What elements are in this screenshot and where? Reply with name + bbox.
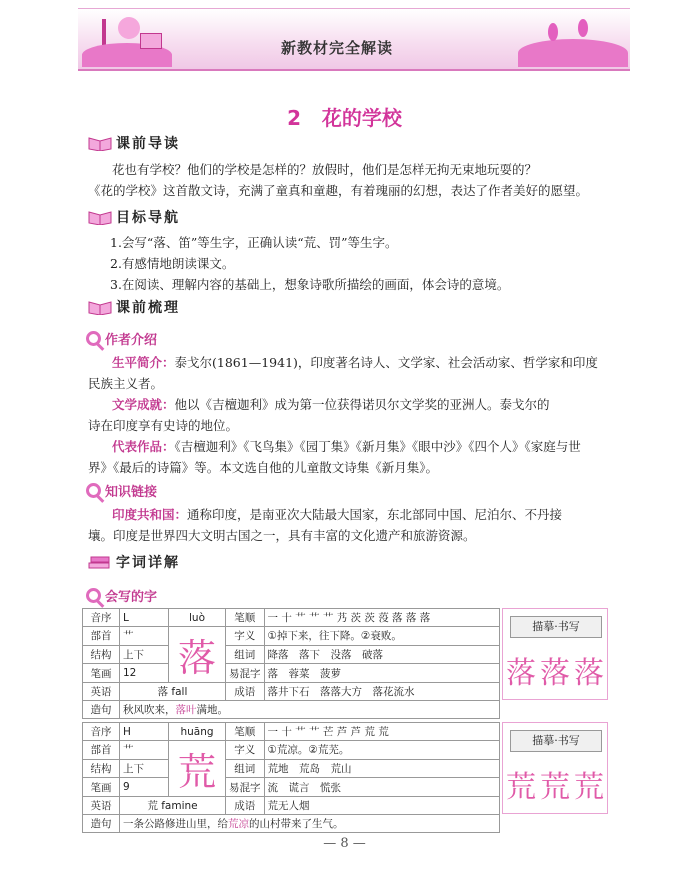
english-cell: 荒 famine: [120, 797, 226, 815]
works-text: 《吉檀迦利》《飞鸟集》《园丁集》《新月集》《眼中沙》《四个人》《家庭与世: [174, 439, 581, 454]
table-row: [83, 815, 500, 833]
intro-paragraph: [88, 159, 648, 201]
meaning-cell: ①掉下来，往下降。②衰败。: [264, 627, 500, 646]
book-icon: [88, 299, 112, 315]
section-goals: [88, 207, 180, 227]
pinyin-cell: luò: [169, 609, 226, 627]
bio-text: 泰戈尔(1861—1941)，印度著名诗人、文学家、社会活动家、哲学家和印度: [174, 355, 598, 370]
idiom-cell: 荒无人烟: [264, 797, 500, 815]
trace-characters: 落落落: [506, 656, 608, 691]
char-card: [82, 608, 608, 718]
section-label: 目标导航: [116, 210, 180, 226]
works-text: 界》《最后的诗篇》等。本文选自他的儿童散文诗集《新月集》。: [88, 460, 439, 475]
subheading-label: 知识链接: [105, 485, 158, 500]
intro-line: 《花的学校》这首散文诗，充满了童真和童趣，有着瑰丽的幻想，表达了作者美好的愿望。: [88, 183, 589, 198]
label-cell: 字义: [226, 627, 265, 646]
char-card: [82, 722, 608, 832]
sentence-cell: 一条公路修进山里，给荒凉的山村带来了生气。: [120, 815, 500, 833]
label-cell: 易混字: [226, 778, 265, 797]
label-cell: 笔画: [83, 778, 120, 797]
label-cell: 造句: [83, 701, 120, 719]
table-row: [83, 797, 500, 815]
trace-characters: 荒荒荒: [506, 770, 608, 805]
trace-header: 描摹·书写: [510, 616, 602, 638]
label-cell: 结构: [83, 759, 120, 778]
author-heading: [86, 329, 157, 348]
section-label: 课前梳理: [116, 300, 180, 316]
label-cell: 英语: [83, 683, 120, 701]
bunny-decoration: [548, 23, 558, 41]
subheading-label: 作者介绍: [105, 333, 158, 348]
words-cell: 降落 落下 没落 破落: [264, 645, 500, 664]
books-icon: [88, 554, 112, 570]
stroke-order-cell: 一 十 艹 艹 芒 芦 芦 荒 荒: [264, 723, 500, 741]
page-number: — 8 —: [323, 836, 366, 851]
goals-list: [110, 232, 650, 295]
table-row: [83, 723, 500, 741]
radical-cell: 艹: [120, 627, 169, 646]
magnifier-icon: [86, 588, 101, 603]
book-icon: [88, 135, 112, 151]
sun-decoration: [118, 17, 140, 39]
magnifier-icon: [86, 331, 101, 346]
intro-line: 花也有学校？他们的学校是怎样的？放假时，他们是怎样无拘无束地玩耍的？: [112, 162, 538, 177]
initial-cell: L: [120, 609, 169, 627]
header-title: 新教材完全解读: [280, 39, 393, 57]
sentence-cell: 秋风吹来，落叶满地。: [120, 701, 500, 719]
table-row: [83, 683, 500, 701]
table-row: [83, 741, 500, 760]
radical-cell: 艹: [120, 741, 169, 760]
label-cell: 英语: [83, 797, 120, 815]
structure-cell: 上下: [120, 645, 169, 664]
label-cell: 造句: [83, 815, 120, 833]
write-heading: [86, 586, 157, 605]
sentence-highlight: 荒凉: [228, 818, 249, 830]
stroke-order-cell: 一 十 艹 艹 艹 艿 茨 茨 莈 落 落 落: [264, 609, 500, 627]
label-cell: 笔顺: [226, 723, 265, 741]
label-cell: 结构: [83, 645, 120, 664]
label-cell: 部首: [83, 741, 120, 760]
confuse-cell: 流 谎言 慌张: [264, 778, 500, 797]
strokes-cell: 9: [120, 778, 169, 797]
section-label: 字词详解: [116, 555, 180, 571]
knowledge-key: 印度共和国：: [112, 507, 188, 522]
english-cell: 落 fall: [120, 683, 226, 701]
label-cell: 组词: [226, 759, 265, 778]
bio-key: 生平简介：: [112, 355, 175, 370]
section-review: [88, 297, 180, 317]
sentence-highlight: 落叶: [175, 704, 197, 716]
achievement-text: 他以《吉檀迦利》成为第一位获得诺贝尔文学奖的亚洲人。泰戈尔的: [174, 397, 550, 412]
structure-cell: 上下: [120, 759, 169, 778]
lesson-name: 花的学校: [321, 106, 402, 130]
hill-right-decoration: [518, 39, 628, 67]
label-cell: 成语: [226, 683, 265, 701]
bio-text: 民族主义者。: [88, 376, 164, 391]
achievement-key: 文学成就：: [112, 397, 175, 412]
goal-item: 2.有感情地朗读课文。: [110, 256, 235, 271]
knowledge-heading: [86, 481, 157, 500]
pinyin-cell: huāng: [169, 723, 226, 741]
book-icon: [88, 209, 112, 225]
section-label: 课前导读: [116, 136, 180, 152]
house-decoration: [140, 33, 162, 49]
label-cell: 字义: [226, 741, 265, 760]
label-cell: 成语: [226, 797, 265, 815]
knowledge-text: 壤。印度是世界四大文明古国之一，具有丰富的文化遗产和旅游资源。: [88, 528, 476, 543]
initial-cell: H: [120, 723, 169, 741]
label-cell: 音序: [83, 609, 120, 627]
subheading-label: 会写的字: [105, 590, 158, 605]
table-row: [83, 627, 500, 646]
knowledge-block: [88, 504, 648, 546]
label-cell: 音序: [83, 723, 120, 741]
bunny2-decoration: [578, 19, 588, 37]
meaning-cell: ①荒凉。②荒芜。: [264, 741, 500, 760]
words-cell: 荒地 荒岛 荒山: [264, 759, 500, 778]
author-block: [88, 352, 648, 478]
label-cell: 部首: [83, 627, 120, 646]
table-row: [83, 645, 500, 664]
table-row: [83, 664, 500, 683]
trace-header: 描摹·书写: [510, 730, 602, 752]
goal-item: 3.在阅读、理解内容的基础上，想象诗歌所描绘的画面，体会诗的意境。: [110, 277, 510, 292]
table-row: [83, 759, 500, 778]
achievement-text: 诗在印度享有史诗的地位。: [88, 418, 239, 433]
strokes-cell: 12: [120, 664, 169, 683]
label-cell: 笔顺: [226, 609, 265, 627]
section-words: [88, 552, 180, 572]
lesson-number: 2: [287, 106, 302, 130]
label-cell: 易混字: [226, 664, 265, 683]
table-row: [83, 778, 500, 797]
label-cell: 组词: [226, 645, 265, 664]
works-key: 代表作品：: [112, 439, 175, 454]
lesson-title: [0, 102, 689, 131]
big-character: 荒: [169, 741, 226, 797]
knowledge-text: 通称印度，是南亚次大陆最大国家，东北部同中国、尼泊尔、不丹接: [187, 507, 563, 522]
section-pre-reading: [88, 133, 180, 153]
magnifier-icon: [86, 483, 101, 498]
table-row: [83, 701, 500, 719]
big-character: 落: [169, 627, 226, 683]
goal-item: 1.会写“落、笛”等生字，正确认读“荒、罚”等生字。: [110, 235, 398, 250]
idiom-cell: 落井下石 落落大方 落花流水: [264, 683, 500, 701]
confuse-cell: 落 蓉菜 菠萝: [264, 664, 500, 683]
label-cell: 笔画: [83, 664, 120, 683]
table-row: [83, 609, 500, 627]
